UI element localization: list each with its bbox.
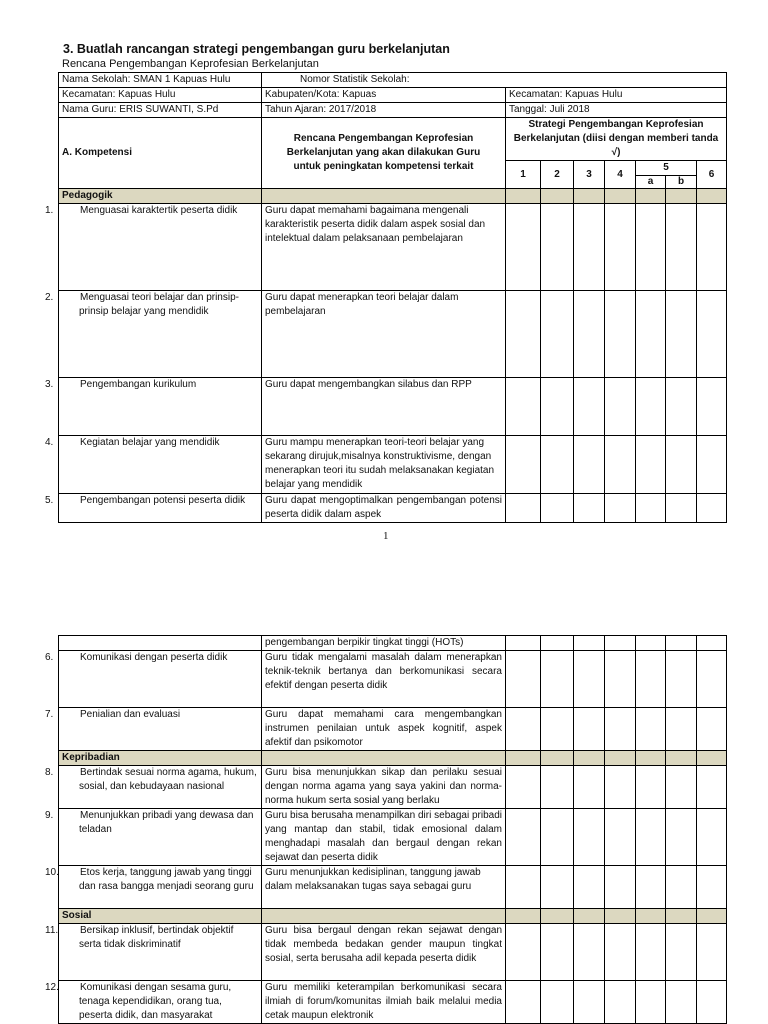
table-row: 7. Penialian dan evaluasi Guru dapat memahami cara mengembangkan instrumen penilaian untuk aspek kognitif, aspek afektif dan psikomotor <box>59 708 727 751</box>
check-cell[interactable] <box>506 866 541 909</box>
page-number: 1 <box>383 530 389 542</box>
check-cell[interactable] <box>506 924 541 981</box>
check-cell[interactable] <box>605 494 636 523</box>
check-cell[interactable] <box>697 981 727 1024</box>
check-cell[interactable] <box>666 809 697 866</box>
check-cell[interactable] <box>574 436 605 494</box>
school-year: Tahun Ajaran: 2017/2018 <box>262 103 506 118</box>
check-cell[interactable] <box>541 651 574 708</box>
competency-cell: Menguasai teori belajar dan prinsip-prinsip belajar yang mendidik <box>79 292 239 317</box>
check-cell[interactable] <box>605 651 636 708</box>
section-kepribadian: Kepribadian <box>59 751 262 766</box>
check-cell[interactable] <box>574 924 605 981</box>
check-cell[interactable] <box>605 378 636 436</box>
table-row <box>59 636 727 651</box>
plan-cell: Guru memiliki keterampilan berkomunikasi secara ilmiah di forum/komunitas ilmiah baik melalui media cetak maupun elektronik <box>262 981 506 1024</box>
check-cell[interactable] <box>506 651 541 708</box>
check-cell[interactable] <box>605 809 636 866</box>
check-cell[interactable] <box>636 204 666 291</box>
check-cell[interactable] <box>506 636 541 651</box>
pkb-table-page2 <box>45 635 727 1024</box>
check-cell[interactable] <box>506 378 541 436</box>
check-cell[interactable] <box>636 981 666 1024</box>
check-cell[interactable] <box>666 378 697 436</box>
check-cell[interactable] <box>636 636 666 651</box>
plan-cell: Guru tidak mengalami masalah dalam menerapkan teknik-teknik bertanya dan berkomunikasi secara efektif dengan peserta didik <box>262 651 506 708</box>
school-number: Nomor Statistik Sekolah: <box>262 73 727 88</box>
table-row: 12. Komunikasi dengan sesama guru, tenaga kependidikan, orang tua, peserta didik, dan masyarakat Guru memiliki keterampilan berkomunikasi secara ilmiah di forum/komunitas ilmiah baik melalui media cetak maupun elektronik <box>59 981 727 1024</box>
check-cell[interactable] <box>541 378 574 436</box>
check-cell[interactable] <box>666 866 697 909</box>
check-cell[interactable] <box>574 809 605 866</box>
check-cell[interactable] <box>605 866 636 909</box>
check-cell[interactable] <box>605 981 636 1024</box>
page-subheading: Rencana Pengembangan Keprofesian Berkelanjutan <box>62 58 319 70</box>
check-cell[interactable] <box>506 809 541 866</box>
section-pedagogik: Pedagogik <box>59 189 262 204</box>
check-cell[interactable] <box>541 866 574 909</box>
plan-cell: Guru bisa bergaul dengan rekan sejawat dengan tidak membeda bedakan gender maupun tingkat sosial, serta berusaha adil kepada peserta didik <box>262 924 506 981</box>
check-cell[interactable] <box>666 708 697 751</box>
check-cell[interactable] <box>697 708 727 751</box>
check-cell[interactable] <box>697 494 727 523</box>
check-cell[interactable] <box>541 981 574 1024</box>
competency-header: A. Kompetensi <box>59 118 262 189</box>
table-row: 2. Menguasai teori belajar dan prinsip-prinsip belajar yang mendidik Guru dapat menerapkan teori belajar dalam pembelajaran <box>59 291 727 378</box>
check-cell[interactable] <box>666 924 697 981</box>
table-row: 10. Etos kerja, tanggung jawab yang tinggi dan rasa bangga menjadi seorang guru Guru menunjukkan kedisiplinan, tanggung jawab dalam melaksanakan tugas saya sebagai guru <box>59 866 727 909</box>
competency-cell: Menguasai karaktertik peserta didik <box>80 205 238 216</box>
check-cell[interactable] <box>574 866 605 909</box>
check-cell[interactable] <box>506 436 541 494</box>
check-cell[interactable] <box>636 378 666 436</box>
competency-cell: Penialian dan evaluasi <box>80 709 181 720</box>
check-cell[interactable] <box>541 494 574 523</box>
check-cell[interactable] <box>506 204 541 291</box>
date-field: Tanggal: Juli 2018 <box>506 103 727 118</box>
check-cell[interactable] <box>605 436 636 494</box>
competency-cell: Menunjukkan pribadi yang dewasa dan teladan <box>79 810 254 835</box>
check-cell[interactable] <box>574 708 605 751</box>
check-cell[interactable] <box>574 204 605 291</box>
check-cell[interactable] <box>605 204 636 291</box>
check-cell[interactable] <box>541 636 574 651</box>
table-row: 9. Menunjukkan pribadi yang dewasa dan teladan Guru bisa berusaha menampilkan diri sebagai pribadi yang mantap dan stabil, tidak emosional dalam menghadapi masalah dan bergaul dengan rekan sejawat dan peserta didik <box>59 809 727 866</box>
plan-cell: Guru bisa menunjukkan sikap dan perilaku sesuai dengan norma agama yang saya yakini dan norma-norma hukum serta sosial yang berlaku <box>262 766 506 809</box>
district-field: Kecamatan: Kapuas Hulu <box>59 88 262 103</box>
check-cell[interactable] <box>636 809 666 866</box>
table-row: 8. Bertindak sesuai norma agama, hukum, sosial, dan kebudayaan nasional Guru bisa menunjukkan sikap dan perilaku sesuai dengan norma agama yang saya yakini dan norma-norma hukum serta sosial yang berlaku <box>59 766 727 809</box>
plan-cell: pengembangan berpikir tingkat tinggi (HOTs) <box>262 636 506 651</box>
check-cell[interactable] <box>574 766 605 809</box>
table-row: 1. Menguasai karaktertik peserta didik Guru dapat memahami bagaimana mengenali karakteristik peserta didik dalam aspek sosial dan intelektual dalam pelaksanaan pembelajaran <box>59 204 727 291</box>
strategy-col-5: 5 <box>636 161 697 176</box>
check-cell[interactable] <box>666 494 697 523</box>
check-cell[interactable] <box>506 494 541 523</box>
check-cell[interactable] <box>574 981 605 1024</box>
check-cell[interactable] <box>506 766 541 809</box>
competency-cell: Kegiatan belajar yang mendidik <box>80 437 220 448</box>
table-row: 3. Pengembangan kurikulum Guru dapat mengembangkan silabus dan RPP <box>59 378 727 436</box>
plan-cell: Guru bisa berusaha menampilkan diri sebagai pribadi yang mantap dan stabil, tidak emosional dalam menghadapi masalah dan bergaul dengan rekan sejawat dan peserta didik <box>262 809 506 866</box>
check-cell[interactable] <box>697 204 727 291</box>
plan-cell: Guru mampu menerapkan teori-teori belajar yang sekarang dirujuk,misalnya konstruktivisme, dengan menerapkan teori itu sudah melaksanakan kegiatan belajar yang mendidik <box>262 436 506 494</box>
check-cell[interactable] <box>666 636 697 651</box>
check-cell[interactable] <box>697 809 727 866</box>
plan-cell: Guru menunjukkan kedisiplinan, tanggung jawab dalam melaksanakan tugas saya sebagai guru <box>262 866 506 909</box>
district-field-2: Kecamatan: Kapuas Hulu <box>506 88 727 103</box>
plan-cell: Guru dapat menerapkan teori belajar dalam pembelajaran <box>262 291 506 378</box>
strategy-col-2: 2 <box>541 161 574 189</box>
check-cell[interactable] <box>697 378 727 436</box>
check-cell[interactable] <box>506 291 541 378</box>
plan-cell: Guru dapat mengoptimalkan pengembangan potensi peserta didik dalam aspek <box>262 494 506 523</box>
strategy-header: Strategi Pengembangan Keprofesian Berkelanjutan (diisi dengan memberi tanda √) <box>506 118 727 161</box>
page-heading: 3. Buatlah rancangan strategi pengembangan guru berkelanjutan <box>63 42 450 56</box>
check-cell[interactable] <box>636 651 666 708</box>
check-cell[interactable] <box>666 436 697 494</box>
teacher-name: Nama Guru: ERIS SUWANTI, S.Pd <box>59 103 262 118</box>
check-cell[interactable] <box>541 924 574 981</box>
check-cell[interactable] <box>697 436 727 494</box>
plan-cell: Guru dapat memahami bagaimana mengenali karakteristik peserta didik dalam aspek sosial dan intelektual dalam pelaksanaan pembelajaran <box>262 204 506 291</box>
check-cell[interactable] <box>541 291 574 378</box>
check-cell[interactable] <box>636 291 666 378</box>
check-cell[interactable] <box>541 766 574 809</box>
check-cell[interactable] <box>636 494 666 523</box>
check-cell[interactable] <box>605 924 636 981</box>
check-cell[interactable] <box>605 766 636 809</box>
table-row: 6. Komunikasi dengan peserta didik Guru tidak mengalami masalah dalam menerapkan teknik-teknik bertanya dan berkomunikasi secara efektif dengan peserta didik <box>59 651 727 708</box>
check-cell[interactable] <box>666 204 697 291</box>
check-cell[interactable] <box>697 766 727 809</box>
strategy-col-1: 1 <box>506 161 541 189</box>
table-row: 5. Pengembangan potensi peserta didik Guru dapat mengoptimalkan pengembangan potensi peserta didik dalam aspek <box>59 494 727 523</box>
strategy-col-5b: b <box>666 176 697 189</box>
check-cell[interactable] <box>636 436 666 494</box>
competency-cell: Pengembangan potensi peserta didik <box>80 495 246 506</box>
check-cell[interactable] <box>506 981 541 1024</box>
plan-cell: Guru dapat mengembangkan silabus dan RPP <box>262 378 506 436</box>
check-cell[interactable] <box>666 651 697 708</box>
check-cell[interactable] <box>541 809 574 866</box>
check-cell[interactable] <box>574 651 605 708</box>
check-cell[interactable] <box>666 766 697 809</box>
plan-cell: Guru dapat memahami cara mengembangkan instrumen penilaian untuk aspek kognitif, aspek afektif dan psikomotor <box>262 708 506 751</box>
strategy-col-5a: a <box>636 176 666 189</box>
school-name: Nama Sekolah: SMAN 1 Kapuas Hulu <box>59 73 262 88</box>
check-cell[interactable] <box>636 924 666 981</box>
check-cell[interactable] <box>605 636 636 651</box>
check-cell[interactable] <box>697 866 727 909</box>
strategy-col-4: 4 <box>605 161 636 189</box>
check-cell[interactable] <box>636 766 666 809</box>
section-sosial: Sosial <box>59 909 262 924</box>
table-row: 4. Kegiatan belajar yang mendidik Guru mampu menerapkan teori-teori belajar yang sekarang dirujuk,misalnya konstruktivisme, dengan menerapkan teori itu sudah melaksanakan kegiatan belajar yang mendidik <box>59 436 727 494</box>
check-cell[interactable] <box>636 708 666 751</box>
check-cell[interactable] <box>541 436 574 494</box>
check-cell[interactable] <box>574 494 605 523</box>
check-cell[interactable] <box>666 291 697 378</box>
check-cell[interactable] <box>697 651 727 708</box>
table-row: 11. Bersikap inklusif, bertindak objektif serta tidak diskriminatif Guru bisa bergaul dengan rekan sejawat dengan tidak membeda bedakan gender maupun tingkat sosial, serta berusaha adil kepada peserta didik <box>59 924 727 981</box>
regency-field: Kabupaten/Kota: Kapuas <box>262 88 506 103</box>
check-cell[interactable] <box>697 291 727 378</box>
check-cell[interactable] <box>666 981 697 1024</box>
pkb-table-page1 <box>45 72 727 523</box>
check-cell[interactable] <box>605 291 636 378</box>
check-cell[interactable] <box>574 291 605 378</box>
competency-cell: Komunikasi dengan sesama guru, tenaga kependidikan, orang tua, peserta didik, dan masyarakat <box>79 982 232 1021</box>
check-cell[interactable] <box>697 924 727 981</box>
check-cell[interactable] <box>636 866 666 909</box>
competency-cell: Bersikap inklusif, bertindak objektif serta tidak diskriminatif <box>79 925 234 950</box>
check-cell[interactable] <box>574 378 605 436</box>
check-cell[interactable] <box>574 636 605 651</box>
check-cell[interactable] <box>605 708 636 751</box>
competency-cell: Komunikasi dengan peserta didik <box>80 652 228 663</box>
competency-cell: Pengembangan kurikulum <box>80 379 197 390</box>
competency-cell: Bertindak sesuai norma agama, hukum, sosial, dan kebudayaan nasional <box>79 767 257 792</box>
check-cell[interactable] <box>697 636 727 651</box>
check-cell[interactable] <box>541 204 574 291</box>
check-cell[interactable] <box>506 708 541 751</box>
check-cell[interactable] <box>541 708 574 751</box>
plan-header: Rencana Pengembangan Keprofesian Berkelanjutan yang akan dilakukan Guru untuk peningkatan kompetensi terkait <box>262 118 506 189</box>
strategy-col-3: 3 <box>574 161 605 189</box>
strategy-col-6: 6 <box>697 161 727 189</box>
competency-cell: Etos kerja, tanggung jawab yang tinggi dan rasa bangga menjadi seorang guru <box>79 867 254 892</box>
